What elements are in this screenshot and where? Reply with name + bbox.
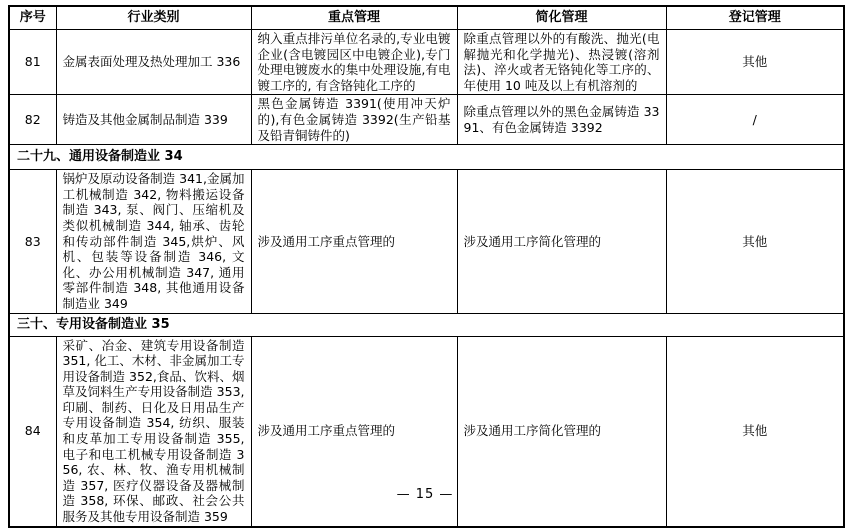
page-number: — 15 — (396, 487, 454, 502)
section-header-label: 三十、专用设备制造业 35 (9, 313, 844, 336)
industry-cell: 锅炉及原动设备制造 341,金属加工机械制造 342, 物料搬运设备制造 343, 泵、阀门、压缩机及类似机械制造 344, 轴承、齿轮和传动部件制造 345,烘炉、风机、包装等设备制造 346, 文化、办公用机械制造 347, 通用零部件制造 348, 其他通用设备制造业 349 (56, 170, 251, 313)
key-management-cell: 涉及通用工序重点管理的 (251, 336, 457, 527)
col-header-industry: 行业类别 (56, 6, 251, 30)
section-header-row-30 (9, 313, 844, 336)
simplified-management-cell: 涉及通用工序简化管理的 (457, 336, 666, 527)
registration-cell: / (666, 95, 844, 145)
registration-cell: 其他 (666, 336, 844, 527)
registration-cell: 其他 (666, 170, 844, 313)
key-management-cell: 黑色金属铸造 3391(使用冲天炉的),有色金属铸造 3392(生产铅基及铅青铜铸件的) (251, 95, 457, 145)
industry-cell: 金属表面处理及热处理加工 336 (56, 30, 251, 95)
serial-cell: 82 (9, 95, 56, 145)
simplified-management-cell: 除重点管理以外的黑色金属铸造 3391、有色金属铸造 3392 (457, 95, 666, 145)
simplified-management-cell: 涉及通用工序简化管理的 (457, 170, 666, 313)
table-row-81 (9, 30, 844, 95)
col-header-simplified-management: 简化管理 (457, 6, 666, 30)
table-row-83 (9, 170, 844, 313)
table-header-row (9, 6, 844, 30)
serial-cell: 83 (9, 170, 56, 313)
simplified-management-cell: 除重点管理以外的有酸洗、抛光(电解抛光和化学抛光)、热浸镀(溶剂法)、淬火或者无铬钝化等工序的、年使用 10 吨及以上有机溶剂的 (457, 30, 666, 95)
col-header-serial: 序号 (9, 6, 56, 30)
key-management-cell: 纳入重点排污单位名录的,专业电镀企业(含电镀园区中电镀企业),专门处理电镀废水的集中处理设施,有电镀工序的, 有含铬钝化工序的 (251, 30, 457, 95)
registration-cell: 其他 (666, 30, 844, 95)
serial-cell: 81 (9, 30, 56, 95)
table-row-82 (9, 95, 844, 145)
key-management-cell: 涉及通用工序重点管理的 (251, 170, 457, 313)
section-header-row-29 (9, 145, 844, 170)
industry-cell: 采矿、冶金、建筑专用设备制造 351, 化工、木材、非金属加工专用设备制造 352,食品、饮料、烟草及饲料生产专用设备制造 353,印刷、制药、日化及日用品生产专用设备制造 354, 纺织、服装和皮革加工专用设备制造 355, 电子和电工机械专用设备制造 356, 农、林、牧、渔专用机械制造 357, 医疗仪器设备及器械制造 358, 环保、邮政、社会公共服务及其他专用设备制造 359 (56, 336, 251, 527)
col-header-key-management: 重点管理 (251, 6, 457, 30)
serial-cell: 84 (9, 336, 56, 527)
industry-classification-table (8, 5, 845, 528)
section-header-label: 二十九、通用设备制造业 34 (9, 145, 844, 170)
col-header-registration-management: 登记管理 (666, 6, 844, 30)
industry-cell: 铸造及其他金属制品制造 339 (56, 95, 251, 145)
